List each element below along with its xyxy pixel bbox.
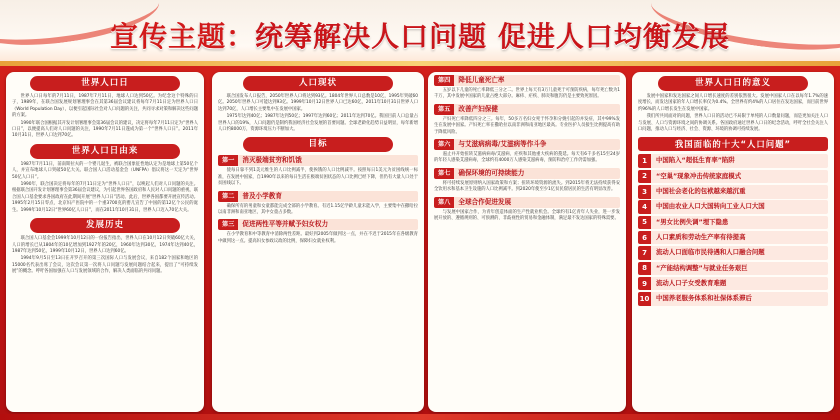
section-heading: 发展历史 (30, 218, 180, 233)
ten-problems-heading: 我国面临的十大“人口问题” (638, 137, 828, 151)
section-text (218, 94, 418, 133)
item-text: 中国社会老化的包袱越来越沉重 (651, 185, 828, 199)
goal-label: 与艾滋病病毒/艾滋病等作斗争 (454, 139, 620, 150)
paragraph: 五岁以下儿童的死亡率降低三分之二。世界上每天有3万儿童死于可预防疾病，每年死亡数为1千万，其中发展中国家的儿童占绝大部分。麻疹、疟疾、肺炎和腹泻仍是主要致死原因。 (434, 88, 620, 100)
item-number: 10 (638, 292, 651, 306)
panel-world-population-day (6, 72, 204, 412)
goal-heading (434, 75, 620, 86)
paragraph: 1990年，联合国决定将每年的7月11日定为“世界人口日”，以唤起人们对人口问题的关注。根据联合国开发计划署理事会第36届会议建议，为引起世界各国政府和人民对人口问题的重视，联合国人口基金要求各国政府在此期间开展“世界人口日”活动。此后，世界各国都要开展宣传活动。1995年2月15日零点，北京妇产医院中的一个重3700克的婴儿宣告了中国的第12亿个公民的诞生。1999年10月12日“世界60亿人口日”，而在2011年10月31日，世界人口迈入70亿大关。 (12, 182, 198, 213)
goal-number: 第五 (434, 104, 454, 115)
item-text: “产能结构调整”与就业任务艰巨 (651, 262, 828, 276)
problem-list (638, 154, 828, 305)
item-number: 1 (638, 154, 651, 168)
goal-text (434, 210, 620, 223)
goal-heading (434, 104, 620, 115)
goal-number: 第一 (218, 155, 238, 166)
goal-label: 促进两性平等并赋予妇女权力 (238, 219, 418, 230)
section-text (12, 94, 198, 140)
item-text: 中国陷入“超低生育率”陷阱 (651, 154, 828, 168)
item-text: 流动人口子女受教育难题 (651, 277, 828, 291)
paragraph: 联合国人口基金会1999年10月12日的一份报告指出，世界人口在10月12日突破60亿大关，人口的增长已从1804年的10亿增加到1927年的20亿，1960年达到30亿，1974年达到40亿，1987年达到50亿，1999年10月12日，世界人口达到60亿。 (12, 236, 198, 254)
item-number: 8 (638, 262, 651, 276)
list-item (638, 246, 828, 260)
item-number: 2 (638, 170, 651, 184)
section-text (638, 94, 828, 133)
panel-significance (632, 72, 834, 412)
item-text: 人口素质和劳动生产率有待提高 (651, 231, 828, 245)
paragraph: 遏止并开始扭转艾滋病病毒/艾滋病、疟疾和其他重大疾病的蔓延。每天有6千多名15至24岁的年轻人感染艾滋病毒，全球约有4000万人感染艾滋病毒，预防和治疗工作仍需加强。 (434, 152, 620, 164)
goal-label: 全球合作促进发展 (454, 197, 620, 208)
item-text: “男女比例失调”埋下隐患 (651, 216, 828, 230)
paragraph: 1994年9月5日至13日在开罗召开的第三次国际人口与发展会议，来自182个国家和地区的15000名代表出席了会议，这次会议第一次将人口问题与发展问题结合起来，提出了“可持续发展”的概念。呼吁各国加强在人口与发展领域的合作，解决人类面临的共同问题。 (12, 256, 198, 275)
goal-number: 第七 (434, 168, 454, 179)
goal-number: 第八 (434, 197, 454, 208)
panel-goals-continued (428, 72, 626, 412)
goal-number: 第三 (218, 219, 238, 230)
section-heading: 世界人口日 (30, 76, 180, 91)
section-text (12, 236, 198, 275)
goal-text (434, 117, 620, 136)
goal-number: 第六 (434, 139, 454, 150)
paragraph: 使每日靠不到1美元维生的人口比例减半，使挨饿的人口比例减半。按照每日1美元为贫困线统一标准，在发展中国家，自1990年以来的每日生活在极端贫困状态的人口比例已经下降，但仍有大量人口处于贫困线以下。 (218, 168, 418, 187)
paragraph: 产妇死亡率降低四分之三。每年，50多万名妇女死于怀孕和分娩引起的并发症，其中99%发生在发展中国家。产妇死亡率在撒哈拉以南非洲和南亚地区最高。专业医护人员接生比例提高有助于降低风险。 (434, 116, 620, 135)
title-main: 统筹解决人口问题 促进人口均衡发展 (255, 20, 730, 53)
paragraph: 将可持续发展原则纳入国家政策和方案；扭转环境资源的流失。到2015年将无法持续获得安全饮用水和基本卫生设施的人口比例减半。到2020年使至少1亿贫民窟居民的生活有明显改善。 (434, 180, 620, 193)
goal-text (218, 168, 418, 187)
list-item (638, 154, 828, 168)
list-item (638, 170, 828, 184)
paragraph: 1975年达到40亿；1987年达到50亿；1997年达到60亿；2011年达到70亿。我国目前人口总量占世界人口的19%，人口问题仍是制约我国经济社会发展的首要问题。全球老龄化趋势日益明显，每年新增人口约8000万，资源环境压力不断加大。 (218, 114, 418, 133)
paragraph: 1987年7月11日，前南斯拉夫的一个婴儿诞生，被联合国象征性地认定为是地球上第50亿个人，并宣布地球人口突破50亿大关。联合国人口活动基金会（UNFPA）倡议将这一天定为“世界50亿人口日”。 (12, 161, 198, 180)
goal-text (434, 88, 620, 101)
item-number: 3 (638, 185, 651, 199)
goal-heading (218, 191, 418, 202)
list-item (638, 200, 828, 214)
goal-heading (218, 155, 418, 166)
list-item (638, 216, 828, 230)
list-item (638, 292, 828, 306)
item-text: 中国由农业人口大国转向工业人口大国 (651, 200, 828, 214)
goal-number: 第二 (218, 191, 238, 202)
goal-label: 降低儿童死亡率 (454, 75, 620, 86)
panel-population-status (212, 72, 424, 412)
item-number: 9 (638, 277, 651, 291)
goal-label: 确保环境的可持续能力 (454, 168, 620, 179)
list-item (638, 231, 828, 245)
item-text: “空巢”现象冲击传统家庭模式 (651, 170, 828, 184)
goal-text (218, 232, 418, 245)
goal-heading (218, 219, 418, 230)
item-number: 4 (638, 200, 651, 214)
paragraph: 世界人口日每年的7月11日，1987年7月11日，地球人口达到50亿。为纪念这个特殊的日子，1989年，在联合国发展规划署理事会在其第36届会议建议将每年7月11日定为世界人口日（World Population Day），以便引起国际社会对人口问题的关注，共同寻求对策和解决这些问题的方案。 (12, 94, 198, 119)
goal-heading (434, 197, 620, 208)
paragraph: 确保所有的男童和女童都能完成全部的小学教育。有近1.15亿学龄儿童未能入学，主要集中在撒哈拉以南非洲和南亚地区，其中女童占多数。 (218, 203, 418, 216)
goal-text (218, 204, 418, 217)
section-heading: 人口现状 (243, 76, 393, 91)
goal-heading (434, 139, 620, 150)
goal-text (434, 152, 620, 165)
item-text: 流动人口面临市民待遇和人口融合问题 (651, 246, 828, 260)
paragraph: 我们所共同面对的问题，世界人口日的活动已不局限于单纯的人口数量问题，而是更加关注人口与发展、人口与资源环境之间的协调关系。各国政府通过世界人口日的纪念活动，呼吁全社会关注人口问题，推动人口与经济、社会、资源、环境的协调可持续发展。 (638, 114, 828, 133)
item-number: 5 (638, 216, 651, 230)
paragraph: 1990年联合国根据其开发计划署理事会第36届会议的建议，决定将每年7月11日定为“世界人口日”，以便提高人们对人口问题的关注，1990年7月11日遂成为第一个“世界人口日”。2011年10月31日，世界人口达到70亿。 (12, 120, 198, 139)
section-heading: 世界人口日的意义 (658, 76, 808, 91)
item-number: 6 (638, 231, 651, 245)
paragraph: 联合国发布人口报告，2050年世界人口将达到93亿。1804年世界人口总数是10亿，1995年突破60亿。2050年世界人口可能达到93亿。1999年10月12日世界人口已达60亿，2011年10月31日世界人口达到70亿，人口增长主要集中在发展中国家。 (218, 94, 418, 112)
list-item (638, 185, 828, 199)
goal-label: 普及小学教育 (238, 191, 418, 202)
footer-decoration (0, 414, 840, 420)
item-number: 7 (638, 246, 651, 260)
goal-label: 消灭极端贫穷和饥饿 (238, 155, 418, 166)
list-item (638, 262, 828, 276)
title-lead: 宣传主题： (110, 20, 256, 53)
paragraph: 在小学教育和中等教育中消除两性差距。最好到2005年做到这一点，并在不迟于2015年在各级教育中做到这一点。提高妇女参政议政的比例，保障妇女就业权利。 (218, 232, 418, 244)
section-text (12, 162, 198, 214)
section-heading: 目标 (243, 137, 393, 152)
section-heading: 世界人口日由来 (30, 144, 180, 159)
list-item (638, 277, 828, 291)
paragraph: 与发展中国家合作，为青年创造体面的生产性就业机会。全球约有1亿青年人失业，进一步发展开放的、遵循规则的、可预测的、非歧视性的贸易和金融体制，满足最不发达国家的特殊需要。 (434, 209, 620, 222)
poster-title (0, 15, 840, 55)
item-text: 中国养老服务体系和社保体系滞后 (651, 292, 828, 306)
goal-number: 第四 (434, 75, 454, 86)
paragraph: 发展中国家和发达国家之间人口增长速度的差别依然很大。发展中国家人口在以每年1.7%的速度增长，而发达国家的年人口增长率仅为0.4%。全世界有约4%的人口居住在发达国家，而目前世界约96%的人口增长发生在发展中国家。 (638, 94, 828, 112)
goal-label: 改善产妇保健 (454, 104, 620, 115)
goal-heading (434, 168, 620, 179)
goal-text (434, 181, 620, 194)
